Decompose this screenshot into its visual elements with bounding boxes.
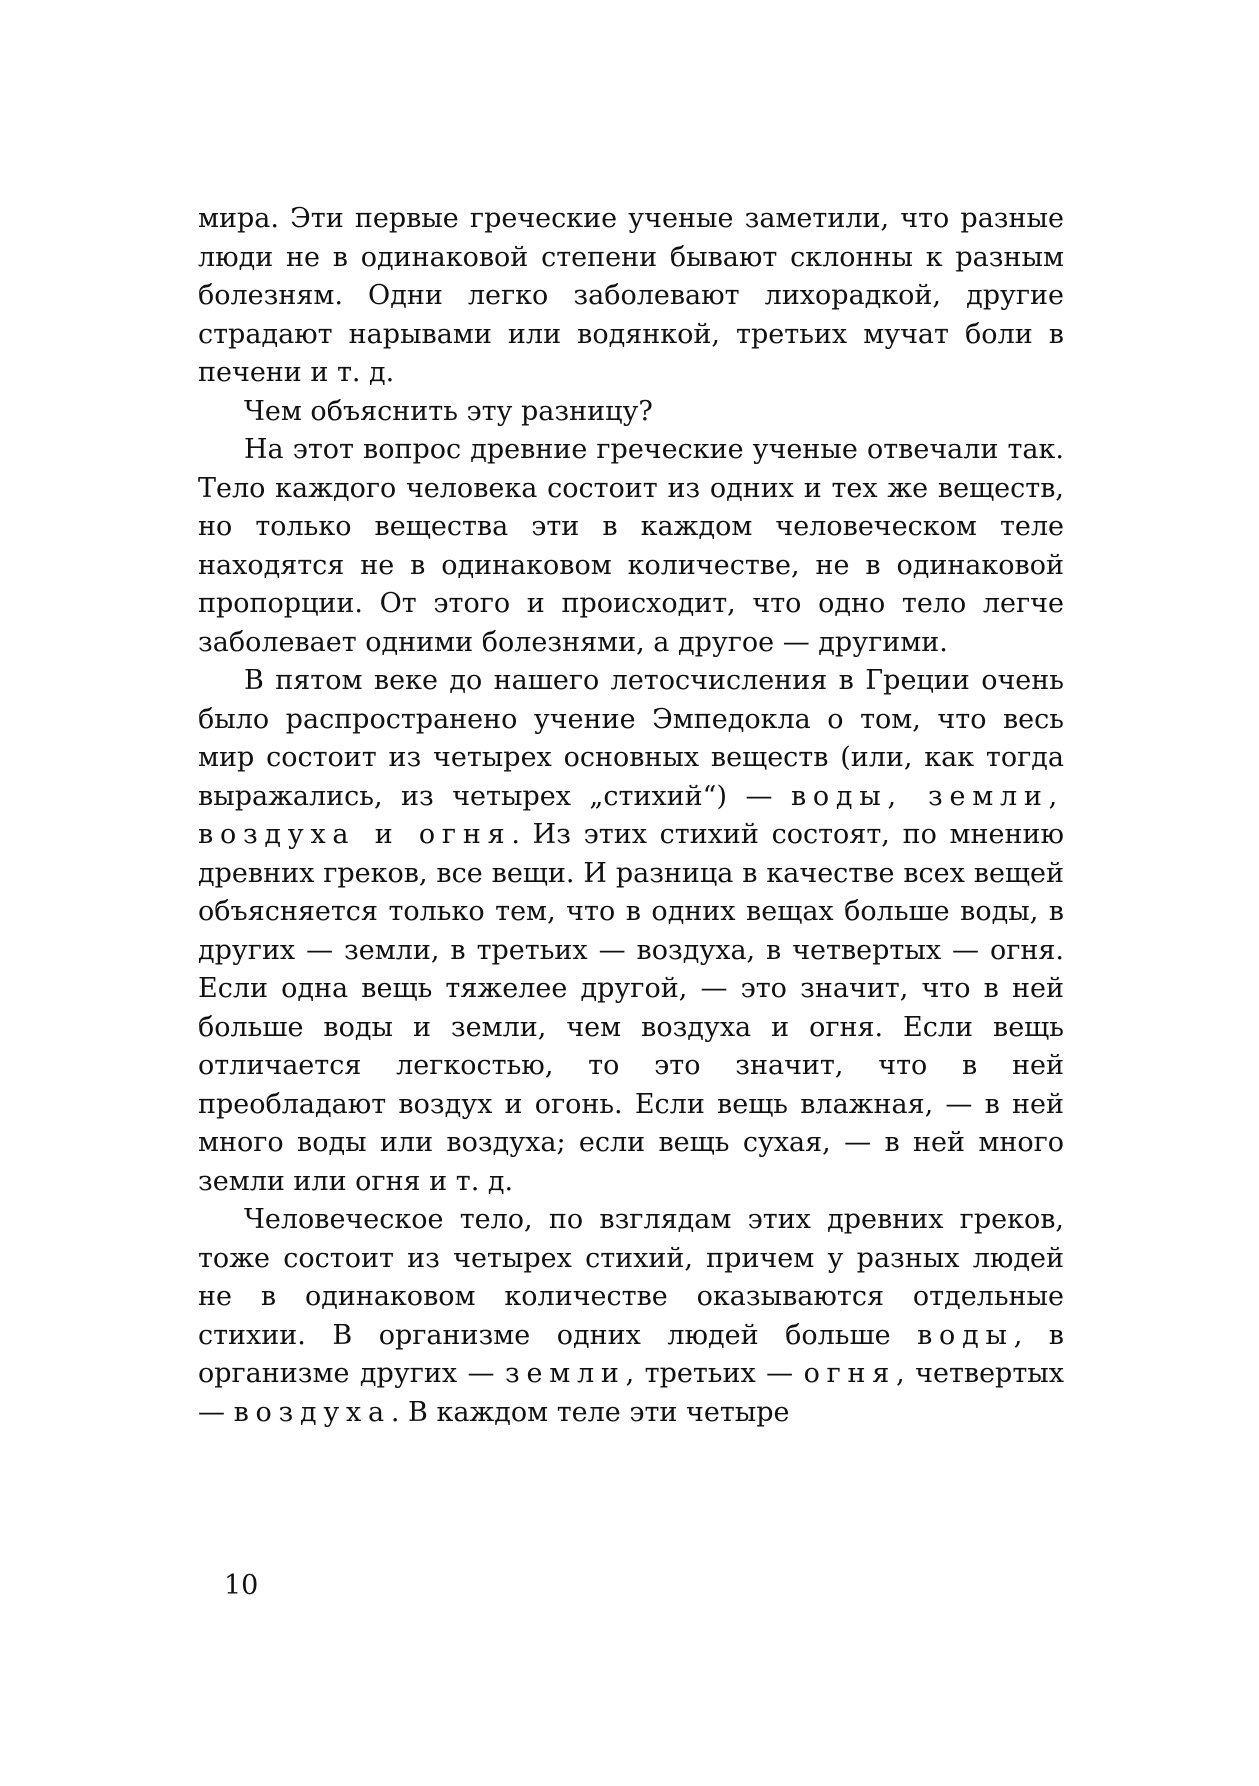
paragraph-human-body: [198, 1201, 1064, 1432]
text-run: , четвертых —: [198, 1358, 1064, 1428]
emphasis-earth: земли: [505, 1358, 626, 1389]
emphasis-water: воды: [917, 1319, 1014, 1351]
text-run: В пятом веке до нашего летосчисления в Греции очень было распространено учение Эмпедокла о том, что весь мир состоит из четырех основных веществ (или, как тогда выражались, из четырех „стихий“) —: [198, 665, 1064, 812]
paragraph-answer: На этот вопрос древние греческие ученые отвечали так. Тело каждого человека состоит из одних и тех же веществ, но только вещества эти в каждом человеческом теле находятся не в одинаковом количестве, не в одинаковой пропорции. От этого и происходит, что одно тело легче заболевает одними болезнями, а другое — другими.: [198, 434, 1064, 658]
text-run: . В каждом теле эти четыре: [390, 1396, 790, 1428]
paragraph-continuation: мира. Эти первые греческие ученые заметили, что разные люди не в одинаковой степени бывают склонны к разным болезням. Одни легко заболевают лихорадкой, другие страдают нарывами или водянкой, третьих мучат боли в печени и т. д.: [198, 203, 1064, 388]
paragraph-empedocles: [198, 662, 1064, 1201]
text-run: , в организме других —: [198, 1319, 1064, 1389]
emphasis-elements: воды, земли, воздуха и огня: [198, 780, 1064, 850]
paragraph-question: Чем объяснить эту разницу?: [244, 395, 653, 427]
text-run: Человеческое тело, по взглядам этих древних греков, тоже состоит из четырех стихий, причем у разных людей не в одинаковом количестве оказываются отдельные стихии. В организме одних людей больше: [198, 1204, 1064, 1351]
emphasis-fire: огня: [803, 1358, 897, 1389]
page-number: 10: [224, 1570, 259, 1601]
page-body-text: [198, 200, 1064, 1432]
text-run: . Из этих стихий состоят, по мнению древних греков, все вещи. И разница в качестве всех вещей объясняется только тем, что в одних вещах больше воды, в других — земли, в третьих — воздуха, в четвертых — огня. Если одна вещь тяжелее другой, — это значит, что в ней больше воды и земли, чем воздуха и огня. Если вещь отличается легкостью, то это значит, что в ней преобладают воздух и огонь. Если вещь влажная, — в ней много воды или воздуха; если вещь сухая, — в ней много земли или огня и т. д.: [198, 819, 1065, 1197]
text-run: , третьих —: [625, 1358, 804, 1389]
emphasis-air: воздуха: [233, 1396, 391, 1428]
